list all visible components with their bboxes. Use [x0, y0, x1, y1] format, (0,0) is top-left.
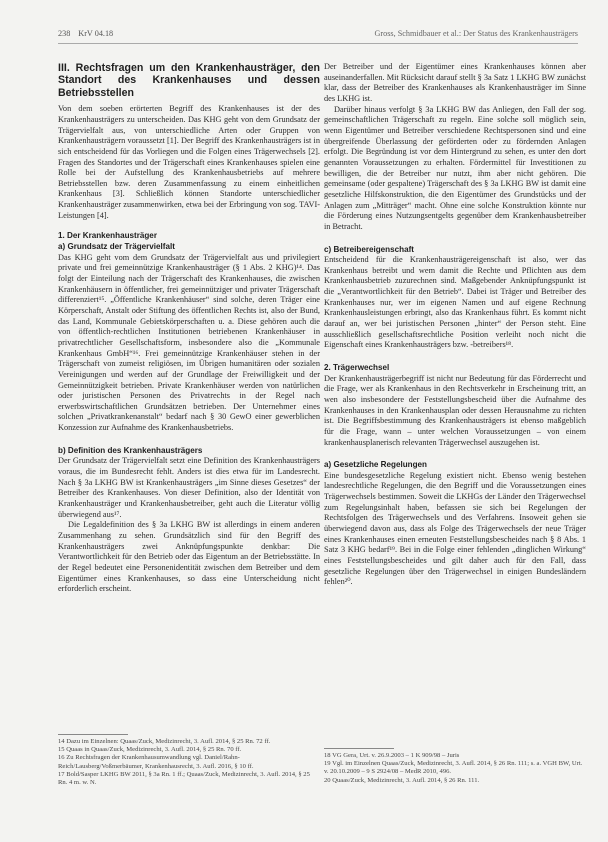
- running-head-left: [58, 29, 113, 38]
- footnotes-right: [324, 748, 586, 785]
- right-column: [324, 62, 586, 588]
- journal-name: KrV 04.18: [78, 29, 114, 38]
- heading-traegervielfalt: a) Grundsatz der Trägervielfalt: [58, 242, 175, 252]
- paragraph-gemeinschaftliche-traegerschaft: Darüber hinaus verfolgt § 3a LKHG BW das Anliegen, den Fall der sog. gemeinschaftlichen Trägerschaft zu regeln. Eine solche soll möglich sein, wenn Eigentümer und Betreiber verschiedene Rechtspersonen sind und eine übergreifende Überlassung der geförderten oder zu fördernden Anlagen erfolgt. Die Begründung ist vor dem Hintergrund zu sehen, es unter den dort genannten Voraussetzungen zu erhalten. Fördermittel für Investitionen zu bewilligen, die der Betreiber nur nutzt, ihm aber nicht gehören. Die gemeinsame (oder gespaltene) Trägerschaft des § 3a LKHG BW ist damit eine gesetzliche Hilfskonstruktion, die den Eigentümer des Grundstücks und der Anlagen zum „Mitträger“ macht. Ohne eine solche Konstruktion könnte nur die Förderung eines Nutzungsentgelts gegenüber dem Krankenhausbetreiber in Betracht.: [324, 104, 586, 231]
- heading-definition: b) Definition des Krankenhausträgers: [58, 445, 203, 455]
- footnote-15: 15 Quaas in Quaas/Zuck, Medizinrecht, 3. Aufl. 2014, § 25 Rn. 70 ff.: [58, 746, 242, 754]
- footnote-rule: [58, 734, 128, 735]
- footnote-rule: [324, 748, 394, 749]
- heading-gesetzliche-regelungen: a) Gesetzliche Regelungen: [324, 460, 427, 470]
- footnote-19: 19 Vgl. im Einzelnen Quaas/Zuck, Medizinrecht, 3. Aufl. 2014, § 26 Rn. 111; s. a. VGH BW, Urt. v. 20.10.2009 – 9 S 2924/08 – MedR 2010, 496.: [324, 760, 583, 776]
- footnote-14: 14 Dazu im Einzelnen: Quaas/Zuck, Medizinrecht, 3. Aufl. 2014, § 25 Rn. 72 ff.: [58, 738, 271, 745]
- paragraph-definition-1: Der Grundsatz der Trägervielfalt setzt eine Definition des Krankenhausträgers voraus, die im Bundesrecht fehlt. Anders ist dies etwa für im Landesrecht. Nach § 3a LKHG BW ist Krankenhausträgers „im Sinne dieses Gesetzes“ der Betreiber des Krankenhauses. Von dieser Definition, also der Identität von Krankenhausträger und Krankenhausbetreiber, geht auch die Literatur völlig überwiegend aus¹⁷.: [58, 456, 320, 519]
- intro-paragraph: Von dem soeben erörterten Begriff des Krankenhauses ist der des Krankenhausträgers zu unterscheiden. Das KHG geht von dem Grundsatz der Trägervielfalt aus, von unterschiedliche Arten oder Gruppen von Krankenhausträgern voraussetzt [1]. Der Begriff des Krankenhausträgers ist in sich entscheidend für das Vorliegen und die Folgen eines Trägerwechsels [2]. Fragen des Standortes und der Trägerschaft eines Krankenhauses spielen eine Rolle bei der Aufstellung des Krankenhausbetriebs auf mehrere Betriebsstellen bzw. deren Zusammenfassung zu einem einheitlichen Krankenhaus [3]. Schließlich können Standorte unterschiedlicher Krankenhausträger zusammenwirken, etwa bei der Erbringung von sog. TAVI-Leistungen [4].: [58, 104, 320, 220]
- heading-betreibereigenschaft: c) Betreibereigenschaft: [324, 244, 414, 254]
- page-number: 238: [58, 29, 71, 38]
- left-column: [58, 62, 320, 595]
- footnote-17: 17 Bold/Sasper LKHG BW 2011, § 3a Rn. 1 ff.; Quaas/Zuck, Medizinrecht, 3. Aufl. 2014, § 25 Rn. 4 m. w. N.: [58, 770, 310, 787]
- paragraph-betreibereigenschaft: Entscheidend für die Krankenhausträgereigenschaft ist also, wer das Krankenhaus betreibt und wem damit die Rechte und Pflichten aus dem Krankenhausbetrieb zuzurechnen sind. Maßgebender Anknüpfungspunkt ist die „Verantwortlichkeit für den Betrieb“. Dabei ist Träger und Betreiber des Krankenhauses nur, wer im eigenen Namen und auf eigene Rechnung Krankenhausleistungen erbringt, also das Krankenhaus führt. Es kommt nicht darauf an, wer bei juristischen Personen „hinter“ der Person steht. Eine ausschließlich gesellschaftsrechtliche Position verleiht noch nicht die Eigenschaft eines Krankenhausträgers bzw. -betreibers¹⁸.: [324, 255, 586, 350]
- paragraph-definition-2: Die Legaldefinition des § 3a LKHG BW ist allerdings in einem anderen Zusammenhang zu sehen. Grundsätzlich sind für den Begriff des Krankenhausträgers zwei Anknüpfungspunkte denkbar: Die Verantwortlichkeit für den Betrieb oder das Eigentum an der Betriebsstätte. In der Regel bedeutet eine Personenidentität zwischen dem Betreiber und dem Eigentümer eines Krankenhauses, so dass eine Unterscheidung nicht erforderlich erscheint.: [58, 520, 320, 594]
- article-running-title: Gross, Schmidbauer et al.: Der Status des Krankenhausträgers: [374, 29, 578, 38]
- heading-krankenhaustraeger: 1. Der Krankenhausträger: [58, 231, 157, 241]
- section-title: III. Rechtsfragen um den Krankenhausträger, den Standort des Krankenhauses und dessen Betriebsstellen: [58, 62, 320, 99]
- footnote-16: 16 Zu Rechtsfragen der Krankenhausumwandlung vgl. Daniel/Rahn-Reich/Lausberg/Voßmerbäumer, Krankenhausrecht, 3. Aufl. 2016, § 10 ff.: [58, 754, 254, 770]
- paragraph-traegervielfalt: Das KHG geht vom dem Grundsatz der Trägervielfalt aus und privilegiert private und frei gemeinnützige Krankenhausträger (§ 1 Abs. 2 KHG)¹⁴. Das folgt der Einteilung nach der Trägerschaft des Krankenhauses, die zwischen Krankenhäusern in öffentlicher, frei gemeinnütziger und privater Trägerschaft differenziert¹⁵. „Öffentliche Krankenhäuser“ sind solche, deren Träger eine Körperschaft, Anstalt oder Stiftung des öffentlichen Rechts ist, also der Bund, das Land, Kommunale Gebietskörperschaften u. a. Diese gehören auch die von öffentlich-rechtlichen Institutionen betriebenen Krankenhäuser in privatrechtlicher Gesellschaftsform, insbesondere also die „Kommunale Krankenhaus GmbH“¹⁶. Frei gemeinnützige Krankenhäuser stehen in der Trägerschaft von zumeist religiösen, im Übrigen humanitären oder sozialen Vereinigungen und werden auf der Grundlage der Freiwilligkeit und der Gemeinnützigkeit betrieben. Private Krankenhäuser werden von natürlichen oder juristischen Personen des Privatrechts in der Regel nach erwerbswirtschaftlichen Grundsätzen betrieben. Der Unternehmer eines solchen „Privatkrankenanstalt“ bedarf nach § 30 GewO einer gewerblichen Konzession zur Aufnahme des Krankenhausbetriebs.: [58, 252, 320, 433]
- footnotes-left: [58, 734, 320, 787]
- paragraph-betreiber-eigentuemer: Der Betreiber und der Eigentümer eines Krankenhauses können aber auseinanderfallen. Mit Rücksicht darauf stellt § 3a Satz 1 LKHG BW zunächst klar, dass der Betreiber des Krankenhauses als Krankenhausträger im Sinne des LKHG ist.: [324, 62, 586, 103]
- footnote-20: 20 Quaas/Zuck, Medizinrecht, 3. Aufl. 2014, § 26 Rn. 111.: [324, 776, 480, 784]
- paragraph-traegerwechsel: Der Krankenhausträgerbegriff ist nicht nur Bedeutung für das Förderrecht und die Frage, wer als Krankenhaus in den Rechtsverkehr in Erscheinung tritt, an wen also insbesondere der Feststellungsbescheid über die Aufnahme des Krankenhauses in den Krankenhausplan oder dessen Herausnahme zu richten ist. Die Begriffsbestimmung des Krankenhausträgers ist ebenso maßgeblich für die Frage, wann – unter welchen Voraussetzungen – von einem krankenhausplanerisch relevanten Trägerwechsel auszugehen ist.: [324, 373, 586, 447]
- footnote-18: 18 VG Gera, Urt. v. 26.9.2003 – 1 K 909/98 – Juris: [324, 752, 460, 759]
- running-head: [58, 29, 578, 44]
- paragraph-gesetzliche-regelungen: Eine bundesgesetzliche Regelung existiert nicht. Ebenso wenig bestehen landesrechtliche Regelungen, die den Begriff und die Voraussetzungen eines Trägerwechsels bestimmen. Soweit die LKHGs der Länder den Trägerwechsel zum Regelungsinhalt haben, befassen sie sich bei Regelungen der Rechtsfolgen des Trägerwechsels und des Verfahrens. Insoweit gehen sie überwiegend davon aus, dass als Folge des Trägerwechsels der neue Träger eines Krankenhauses einen erneuten Feststellungsbescheides nach § 8 Abs. 1 Satz 3 KHG bedarf¹⁹. Bei in die Folge einer fehlenden „dinglichen Wirkung“ eines Feststellungsbescheides und gilt daher auch für den Fall, dass gesetzliche Regelungen über den Trägerwechsel in einigen Bundesländern fehlen²⁰.: [324, 470, 586, 587]
- heading-traegerwechsel: 2. Trägerwechsel: [324, 363, 390, 372]
